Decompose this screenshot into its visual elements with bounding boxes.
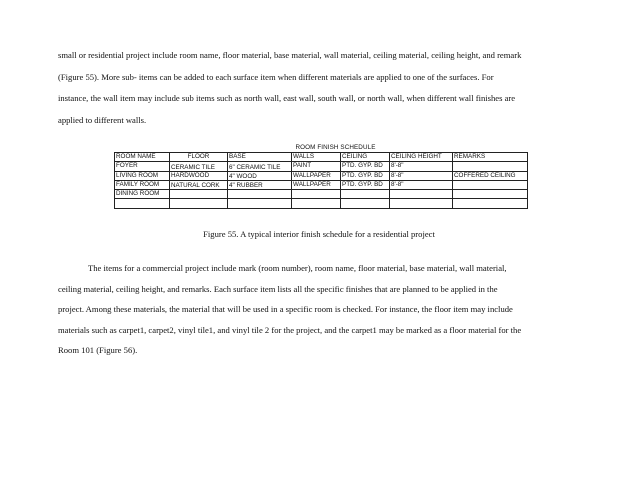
table-cell: NATURAL CORK — [170, 180, 228, 189]
header-cell: REMARKS — [453, 153, 528, 162]
table-cell — [170, 199, 228, 208]
table-cell: 8'-8" — [390, 162, 453, 171]
table-cell — [453, 162, 528, 171]
table-cell — [341, 199, 390, 208]
table-cell — [292, 190, 341, 199]
table-cell: PTD. GYP. BD — [341, 180, 390, 189]
table-row — [115, 199, 528, 208]
text-line: instance, the wall item may include sub items such as north wall, east wall, south wall, or north wall, when different wall finishes are — [58, 93, 516, 103]
text-line: The items for a commercial project include mark (room number), room name, floor material, base material, wall material, — [88, 263, 507, 273]
table-cell: WALLPAPER — [292, 171, 341, 180]
table-cell: PAINT — [292, 162, 341, 171]
table-cell: DINING ROOM — [115, 190, 170, 199]
table-cell: HARDWOOD — [170, 171, 228, 180]
header-cell: WALLS — [292, 153, 341, 162]
table-cell — [228, 199, 292, 208]
table-cell: LIVING ROOM — [115, 171, 170, 180]
table-cell — [115, 199, 170, 208]
header-cell: CEILING — [341, 153, 390, 162]
header-cell: BASE — [228, 153, 292, 162]
table-cell: WALLPAPER — [292, 180, 341, 189]
table-cell: 6" CERAMIC TILE — [228, 162, 292, 171]
table-row — [115, 162, 528, 171]
table-cell — [390, 190, 453, 199]
table-cell — [170, 190, 228, 199]
body-paragraph-2 — [58, 258, 598, 361]
table-row — [115, 190, 528, 199]
table-cell: 8'-8" — [390, 180, 453, 189]
schedule-title: ROOM FINISH SCHEDULE — [295, 144, 376, 151]
text-line: ceiling material, ceiling height, and remarks. Each surface item lists all the specific finishes that are planned to be applied in the — [58, 283, 498, 294]
table-cell — [453, 199, 528, 208]
table-cell: PTD. GYP. BD — [341, 162, 390, 171]
figure-caption: Figure 55. A typical interior finish schedule for a residential project — [203, 229, 435, 239]
table-row — [115, 180, 528, 189]
table-cell: 4" WOOD — [228, 171, 292, 180]
table-cell: FAMILY ROOM — [115, 180, 170, 189]
table-cell: CERAMIC TILE — [170, 162, 228, 171]
text-line: Room 101 (Figure 56). — [58, 345, 138, 355]
text-line: (Figure 55). More sub- items can be added to each surface item when different materials are applied to one of the surfaces. For — [58, 71, 494, 82]
table-cell: COFFERED CEILING — [453, 171, 528, 180]
body-paragraph-1 — [58, 45, 588, 131]
table-cell — [341, 190, 390, 199]
table-cell: FOYER — [115, 162, 170, 171]
table-cell — [453, 180, 528, 189]
text-line: project. Among these materials, the material that will be used in a specific room is checked. For instance, the floor item may include — [58, 304, 513, 314]
table-cell — [292, 199, 341, 208]
table-cell — [228, 190, 292, 199]
text-line: small or residential project include room name, floor material, base material, wall material, ceiling material, ceiling height, and remark — [58, 50, 522, 60]
room-finish-schedule — [114, 144, 527, 209]
table-row — [115, 171, 528, 180]
table-cell — [453, 190, 528, 199]
table-cell: 4" RUBBER — [228, 180, 292, 189]
text-line: materials such as carpet1, carpet2, vinyl tile1, and vinyl tile 2 for the project, and the carpet1 may be marked as a floor material for the — [58, 324, 522, 335]
header-row — [115, 153, 528, 162]
table-cell — [390, 199, 453, 208]
table-cell: 8'-8" — [390, 171, 453, 180]
table-cell: PTD. GYP. BD — [341, 171, 390, 180]
schedule-table — [114, 152, 528, 209]
text-line: applied to different walls. — [58, 114, 147, 125]
header-cell: ROOM NAME — [115, 153, 170, 162]
header-cell: FLOOR — [170, 153, 228, 162]
header-cell: CEILING HEIGHT — [390, 153, 453, 162]
